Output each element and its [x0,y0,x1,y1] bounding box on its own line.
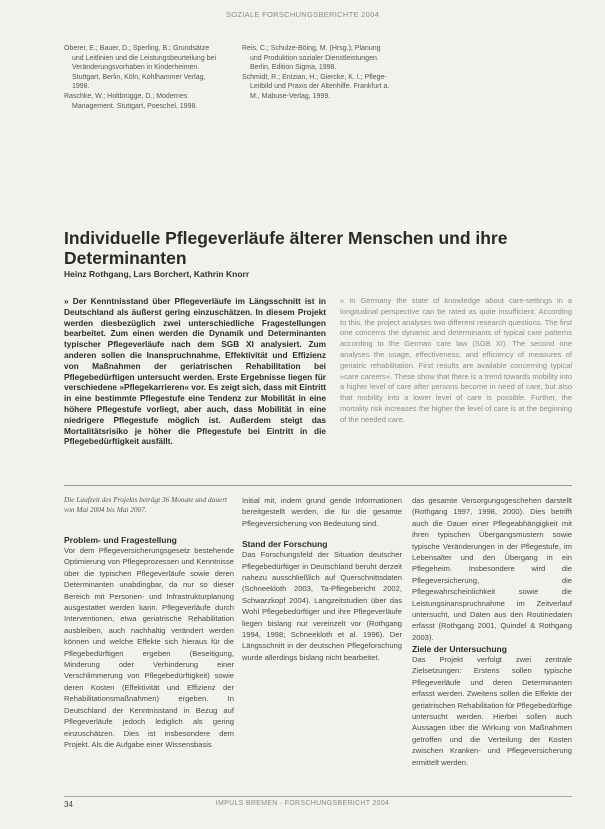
abstract-english: » In Germany the state of knowledge about care-settings in a longitudinal perspective can be rated as quite insufficient. According to this, the project analyses two different research questions. The first one concerns the dynamic and determinants of typical care patterns according to the German care law (SGB XI). The second one analyses the usage, effectiveness, and efficiency of measures of geriatric rehabilitation. First results are available concerning typical »care careers«. These show that there is a trend towards mobility into a higher level of care after persons become in need of care, but also that mobility into a lower level of care is possible. Further, the mortality risk increases the higher the level of care is at the beginning of the needed care. [340,296,572,424]
section-body: Initial mit, indem grund gende Informationen bereitgestellt werden, die für die gesamte Pflegeversicherung von Bedeutung sind. [242,496,402,528]
section-heading: Stand der Forschung [242,539,328,550]
reference-entry: Oberer, E.; Bauer, D.; Sperling, B.; Grundsätze und Leitlinien und die Leistungsbeurteilung bei Veränderungsvorhaben in Kinderheimen. Stuttgart, Berlin, Köln, Kohlhammer Verlag, 1998. [64,45,216,91]
reference-list-right [242,44,392,102]
reference-entry: Reis, C.; Schulze-Böing, M. (Hrsg.); Planung und Produktion sozialer Dienstleistungen. Berlin, Edition Sigma, 1998. [242,45,381,72]
reference-entry: Raschke, W.; Holtbrügge, D.; Modernes Management. Stuttgart, Poeschel, 1998. [64,92,198,110]
section-heading: Ziele der Untersuchung [412,644,507,654]
reference-list-left [64,44,216,111]
project-duration-note: Die Laufzeit des Projekts beträgt 36 Monate und dauert von Mai 2004 bis Mai 2007. [64,495,228,514]
section-body: Vor dem Pflegeversicherungsgesetz bestehende Optimierung von Pflegeprozessen und Kenntnisse über die typischen Pflegeverläufe sowie deren Determinanten unabdingbar, da nur so dieser Bereich mit Personen- und Infrastrukturplanung ausgestattet werden kann. Pflegeverläufe durch Interventionen, etwa geriatrische Rehabilitation ausbleiben, auch nachhaltig verändert werden können und welche Effekte sich hieraus für die Pflegebedürftigen ergeben (Beseitigung, Minderung oder Verhinderung einer Verschlimmerung von Pflegebedürftigkeit) sowie deren Kosten (Effektivität und Effizienz der Rehabilitationsmaßnahmen) ergeben. In Deutschland der Kenntnisstand in Bezug auf Pflegeverläufe jedoch lediglich als gering einzuschätzen. Dies ist insbesondere dem Projekt. Als die Aufgabe einer Wissensbasis [64,546,234,749]
column-middle [242,495,402,769]
section-body: das gesamte Versorgungsgeschehen darstellt (Rothgang 1997, 1998, 2000). Dies betrifft auch die Dauer einer Pflegeabhängigkeit mit ihren typischen Übergangsmustern sowie typische Veränderungen in der Pflegestufe, im Lebensalter und den Übergang in ein Pflegeheim. Insbesondere wird die Pflegeversicherung, die Pflegewahrscheinlichkeit sowie die Leistungsinanspruchnahme im Zeitverlauf untersucht, und Daten aus den Routinedaten erfasst (Rothgang 2001, Quindel & Rothgang 2003). [412,496,572,642]
reference-entry: Schmidt, R.; Entzian, H.; Giercke, K. I.; Pflege-Leitbild und Praxis der Altenhilfe. Frankfurt a. M., Mabuse-Verlag, 1999. [242,73,390,100]
section-body: Das Projekt verfolgt zwei zentrale Zielsetzungen: Erstens sollen typische Pflegeverläufe und deren Determinanten erfasst werden. Zweitens sollen die Effekte der geriatrischen Rehabilitation für Pflegebedürftige untersucht werden. Hierbei sollen auch Aussagen über die Wirkung von Maßnahmen getroffen und die Verteilung der Kosten zwischen Kranken- und Pflegeversicherung ermittelt werden. [412,655,572,767]
section-body: Das Forschungsfeld der Situation deutscher Pflegebedürftiger in Deutschland beruht derzeit nahezu ausschließlich auf Querschnittsdaten (Schneekloth 2003, Ta-Pflegebericht 2002, Schwarzkopf 2004). Langzeitstudien über das Wohl Pflegebedürftiger und ihre Pflegeverläufe liegen bislang nur vereinzelt vor (Rothgang 1994, 1998; Schneekloth et al. 1996). Der Längsschnitt in der deutschen Pflegeforschung wurde allerdings bislang nicht bearbeitet. [242,550,402,662]
abstract-german: » Der Kenntnisstand über Pflegeverläufe im Längsschnitt ist in Deutschland als äußerst gering einzuschätzen. In diesem Projekt werden diesbezüglich zwei unterschiedliche Fragestellungen bearbeitet. Zum einen werden die Dynamik und Determinanten typischer Pflegeverläufe nach dem SGB XI analysiert. Zum anderen sollen die Inanspruchnahme, Effektivität und Effizienz von Maßnahmen der geriatrischen Rehabilitation bei Pflegebedürftigen untersucht werden. Erste Ergebnisse liegen für verschiedene »Pflegekarrieren« vor. Es zeigt sich, dass mit Eintritt in eine bestimmte Pflegestufe eine Tendenz zur Mobilität in eine höhere Pflegestufe vorliegt, aber auch, dass Mobilität in eine niedrigere Pflegestufe möglich ist. Außerdem steigt das Mortalitätsrisiko je höher die Pflegestufe bei Eintritt in die Pflegebedürftigkeit ausfällt. [64,296,326,447]
column-right [412,495,572,768]
column-left [64,535,234,789]
footer-rule [64,796,572,797]
running-head: SOZIALE FORSCHUNGSBERICHTE 2004 [225,10,380,19]
section-heading: Problem- und Fragestellung [64,535,177,545]
article-title: Individuelle Pflegeverläufe älterer Menschen und ihre Determinanten [64,228,508,268]
page-number: 34 [64,800,73,809]
footer-journal: IMPULS BREMEN · FORSCHUNGSBERICHT 2004 [215,800,390,807]
article-authors: Heinz Rothgang, Lars Borchert, Kathrin Knorr [64,269,250,279]
section-divider [64,485,572,486]
